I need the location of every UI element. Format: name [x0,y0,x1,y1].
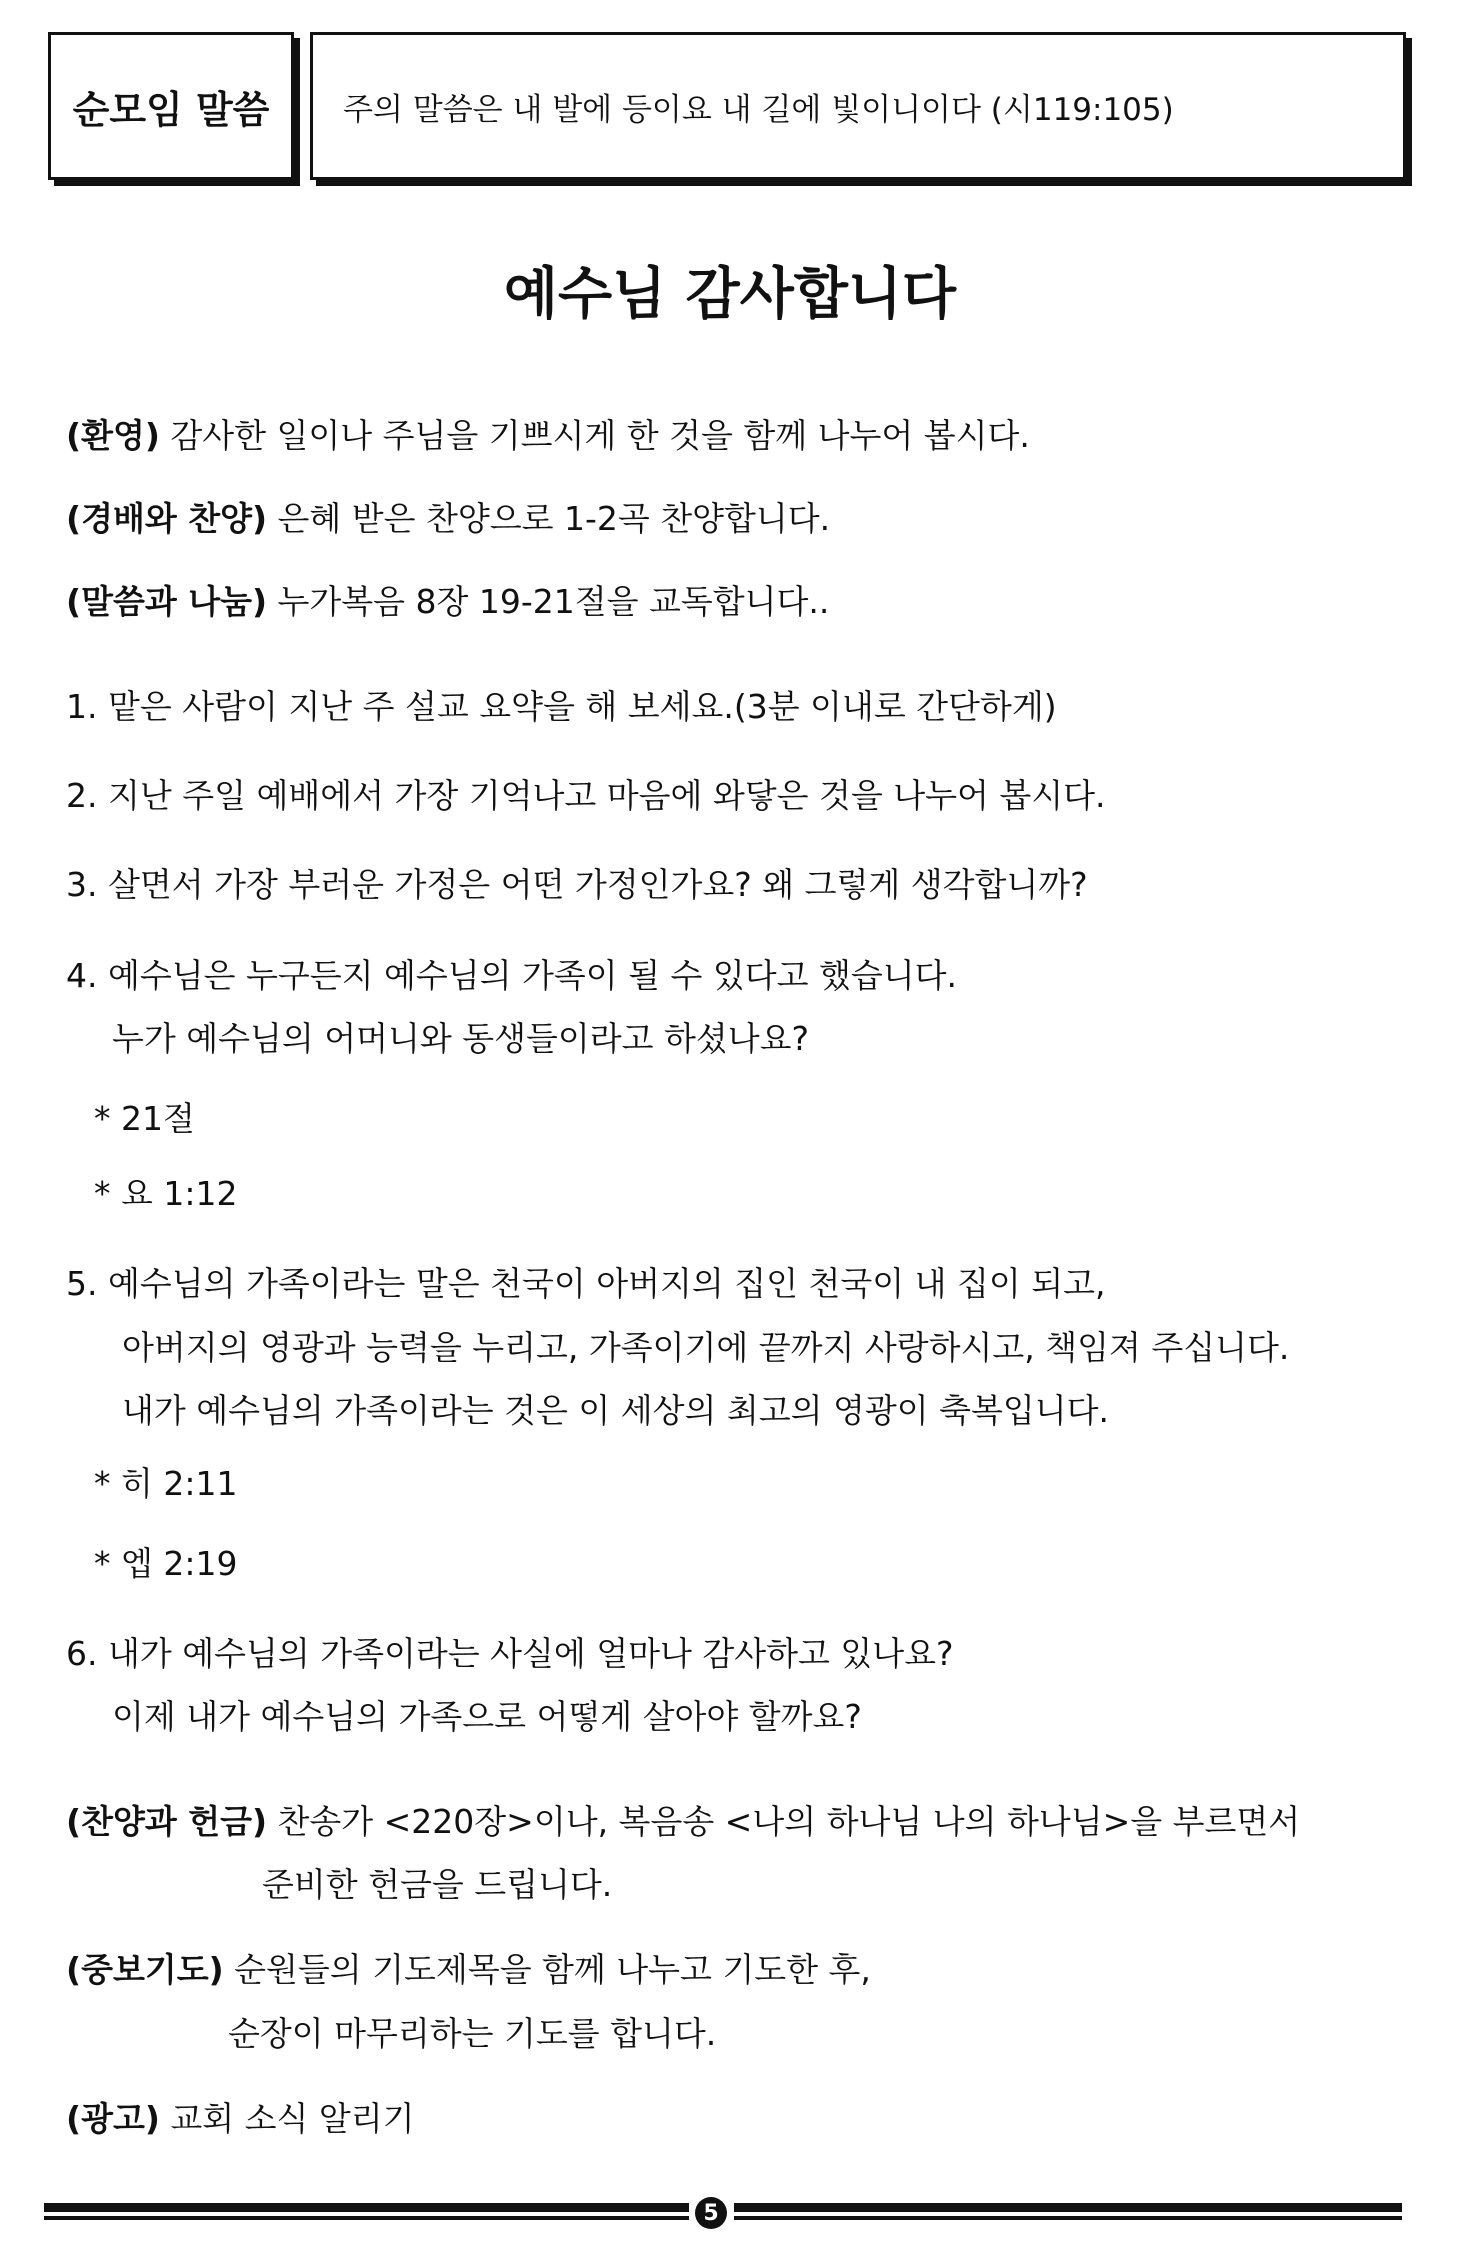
notice-tag: (광고) [66,2099,160,2138]
welcome-text: 감사한 일이나 주님을 기쁘시게 한 것을 함께 나누어 봅시다. [159,416,1030,455]
offering-line-2: 준비한 헌금을 드립니다. [262,1865,613,1904]
header-label: 순모임 말씀 [72,87,270,132]
notice-line [66,2093,415,2140]
word-tag: (말씀과 나눔) [66,582,268,621]
prayer-text: 순원들의 기도제목을 함께 나누고 기도한 후, [223,1950,871,1989]
question-6-line-2: 이제 내가 예수님의 가족으로 어떻게 살아야 할까요? [112,1697,862,1736]
worship-tag: (경배와 찬양) [66,499,268,538]
prayer-line [66,1944,871,1991]
prayer-tag: (중보기도) [66,1950,224,1989]
word-text: 누가복음 8장 19-21절을 교독합니다.. [267,582,830,621]
worship-line [66,493,830,540]
page-title: 예수님 감사합니다 [503,262,957,327]
offering-line [66,1796,1300,1843]
question-4-line-1: 4. 예수님은 누구든지 예수님의 가족이 될 수 있다고 했습니다. [66,956,957,995]
offering-text: 찬송가 <220장>이나, 복음송 <나의 하나님 나의 하나님>을 부르면서 [267,1802,1301,1841]
question-6-line-1: 6. 내가 예수님의 가족이라는 사실에 얼마나 감사하고 있나요? [66,1634,954,1673]
prayer-line-2: 순장이 마무리하는 기도를 합니다. [228,2014,717,2053]
question-1: 1. 맡은 사람이 지난 주 설교 요약을 해 보세요.(3분 이내로 간단하게) [66,687,1057,726]
footer-rule-left [44,2203,689,2225]
offering-tag: (찬양과 헌금) [66,1802,268,1841]
welcome-line [66,410,1030,457]
question-5-line-3: 내가 예수님의 가족이라는 것은 이 세상의 최고의 영광이 축복입니다. [122,1391,1109,1430]
worship-text: 은혜 받은 찬양으로 1-2곡 찬양합니다. [267,499,831,538]
question-3: 3. 살면서 가장 부러운 가정은 어떤 가정인가요? 왜 그렇게 생각합니까? [66,865,1088,904]
header-verse: 주의 말씀은 내 발에 등이요 내 길에 빛이니이다 (시119:105) [343,91,1174,128]
question-5-line-1: 5. 예수님의 가족이라는 말은 천국이 아버지의 집인 천국이 내 집이 되고, [66,1264,1106,1303]
header-label-box [48,32,294,180]
question-4-line-2: 누가 예수님의 어머니와 동생들이라고 하셨나요? [112,1019,810,1058]
question-2: 2. 지난 주일 예배에서 가장 기억나고 마음에 와닿은 것을 나누어 봅시다. [66,776,1106,815]
welcome-tag: (환영) [66,416,160,455]
question-5-line-2: 아버지의 영광과 능력을 누리고, 가족이기에 끝까지 사랑하시고, 책임져 주십니다. [122,1328,1290,1367]
footer-rule-right [734,2203,1402,2225]
notice-text: 교회 소식 알리기 [159,2099,415,2138]
header-verse-box [310,32,1406,180]
word-line [66,576,829,623]
question-5-reference-2: * 엡 2:19 [94,1544,238,1583]
question-5-reference-1: * 히 2:11 [94,1464,238,1503]
question-4-reference-1: * 21절 [94,1099,195,1138]
question-4-reference-2: * 요 1:12 [94,1174,238,1213]
page-number: 5 [695,2197,727,2229]
